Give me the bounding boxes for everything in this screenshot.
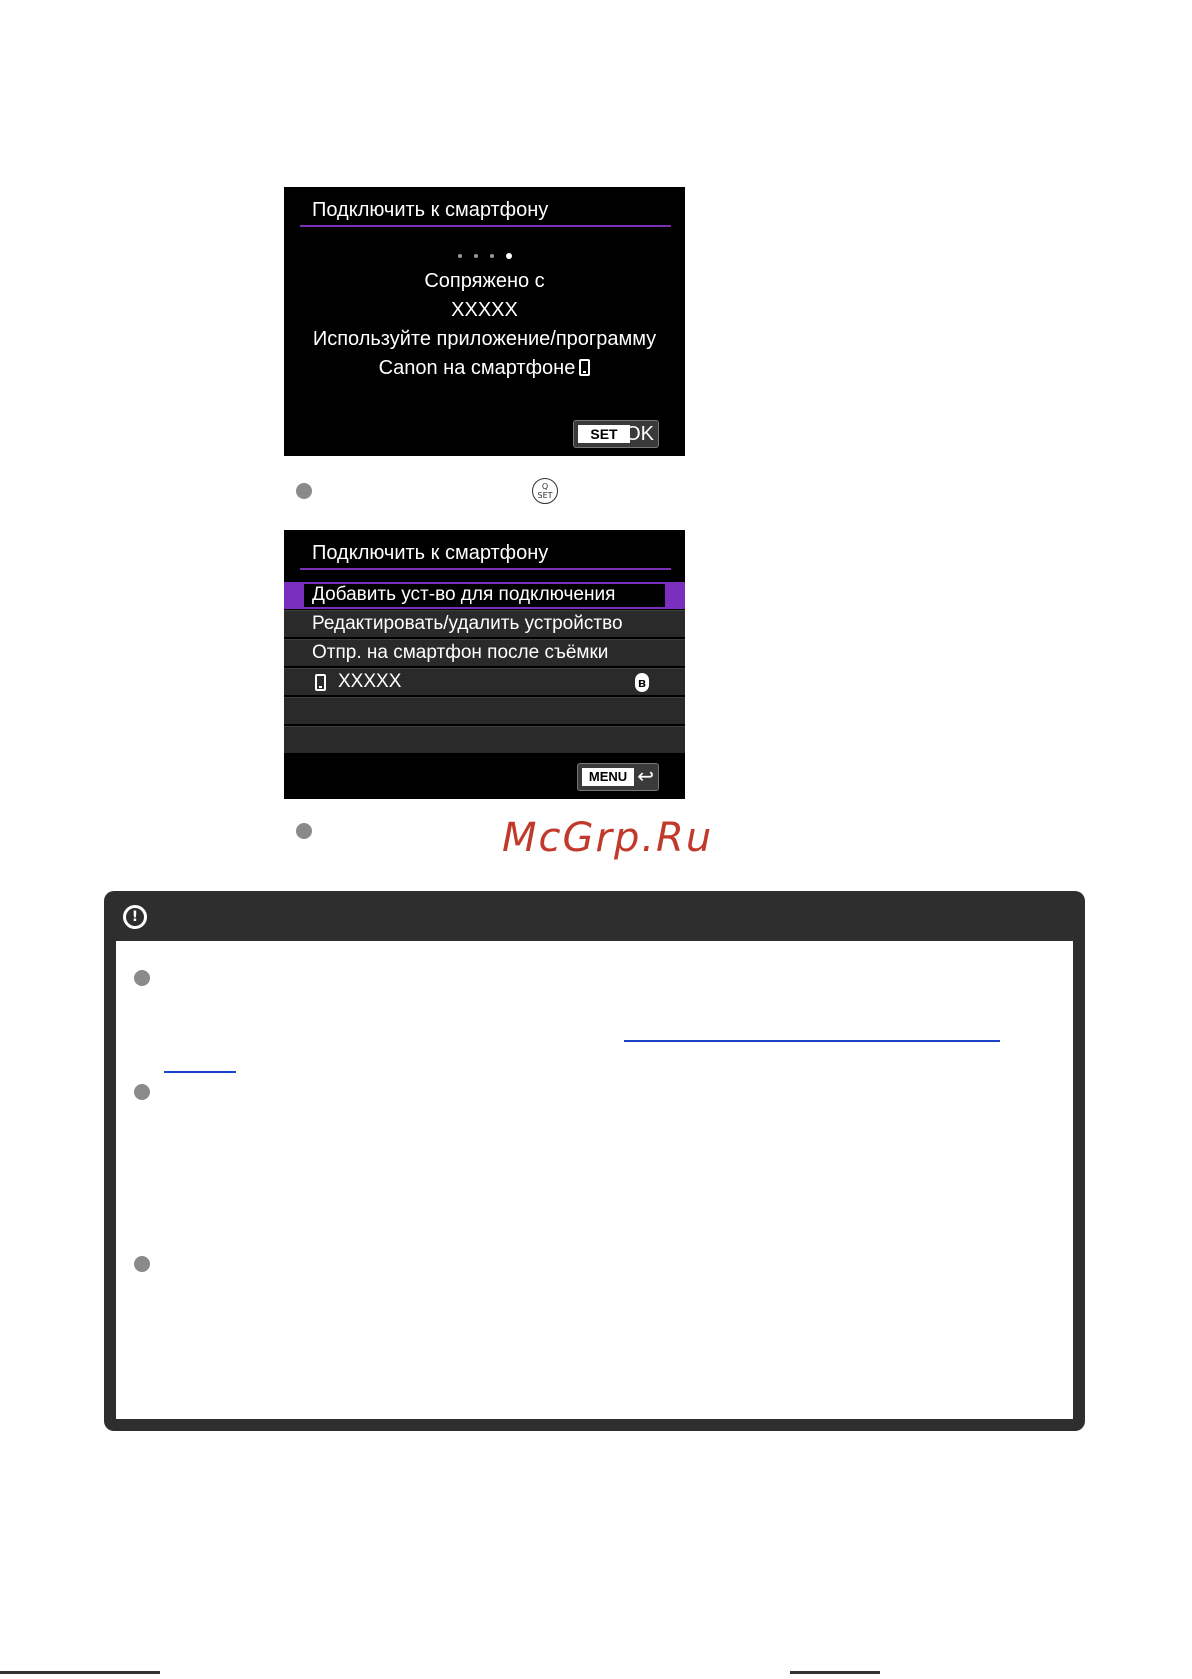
menu-item-empty — [284, 697, 685, 724]
q-set-icon-bottom: SET — [537, 491, 553, 500]
q-set-icon-top: Q — [541, 482, 549, 491]
menu-back-button[interactable] — [577, 763, 659, 791]
bullet-icon — [134, 1084, 150, 1100]
scan-artifact — [0, 1671, 160, 1674]
bullet-icon — [134, 970, 150, 986]
link-underline[interactable] — [624, 1040, 1000, 1042]
ok-label: OK — [625, 423, 654, 445]
message-line-4 — [284, 357, 685, 380]
menu-item-label: Отпр. на смартфон после съёмки — [312, 642, 609, 663]
progress-dots — [284, 245, 685, 263]
title-divider — [300, 568, 671, 570]
caution-icon — [121, 903, 149, 931]
screen-title: Подключить к смартфону — [312, 542, 549, 564]
watermark: McGrp.Ru — [502, 815, 714, 861]
smartphone-icon — [315, 674, 326, 691]
bullet-icon — [296, 483, 312, 499]
message-line-3: Используйте приложение/программу — [312, 328, 657, 350]
progress-dot — [474, 254, 478, 258]
message-line-4-text: Canon на смартфоне — [378, 357, 576, 379]
message-line-2: XXXXX — [451, 299, 518, 321]
bullet-icon — [296, 823, 312, 839]
scan-artifact — [790, 1671, 880, 1674]
menu-item-edit-delete[interactable] — [284, 610, 685, 637]
title-divider — [300, 225, 671, 227]
progress-dot — [458, 254, 462, 258]
menu-item-label: Редактировать/удалить устройство — [312, 613, 623, 634]
device-name: XXXXX — [338, 671, 402, 692]
caution-content — [116, 941, 1073, 1419]
link-underline[interactable] — [164, 1071, 236, 1073]
smartphone-icon — [579, 359, 590, 376]
back-arrow-icon: ↩ — [637, 766, 654, 788]
progress-dot-active — [506, 253, 512, 259]
q-set-button-icon — [532, 478, 558, 504]
set-key: SET — [578, 425, 630, 443]
camera-screen-menu — [284, 530, 685, 799]
message-line-1: Сопряжено с — [424, 270, 545, 292]
progress-dot — [490, 254, 494, 258]
menu-item-label: Добавить уст-во для подключения — [312, 584, 616, 605]
exclamation-icon: ! — [126, 908, 144, 926]
camera-screen-paired — [284, 187, 685, 456]
menu-item-empty — [284, 726, 685, 753]
menu-item-add-device[interactable] — [284, 582, 685, 609]
set-ok-button[interactable] — [573, 420, 659, 448]
bullet-icon — [134, 1256, 150, 1272]
menu-item-device[interactable] — [284, 668, 685, 695]
bluetooth-icon: ʙ — [635, 673, 649, 692]
screen-title: Подключить к смартфону — [312, 199, 549, 221]
menu-item-send-after-shot[interactable] — [284, 639, 685, 666]
menu-key: MENU — [582, 768, 634, 786]
caution-box — [104, 891, 1085, 1431]
